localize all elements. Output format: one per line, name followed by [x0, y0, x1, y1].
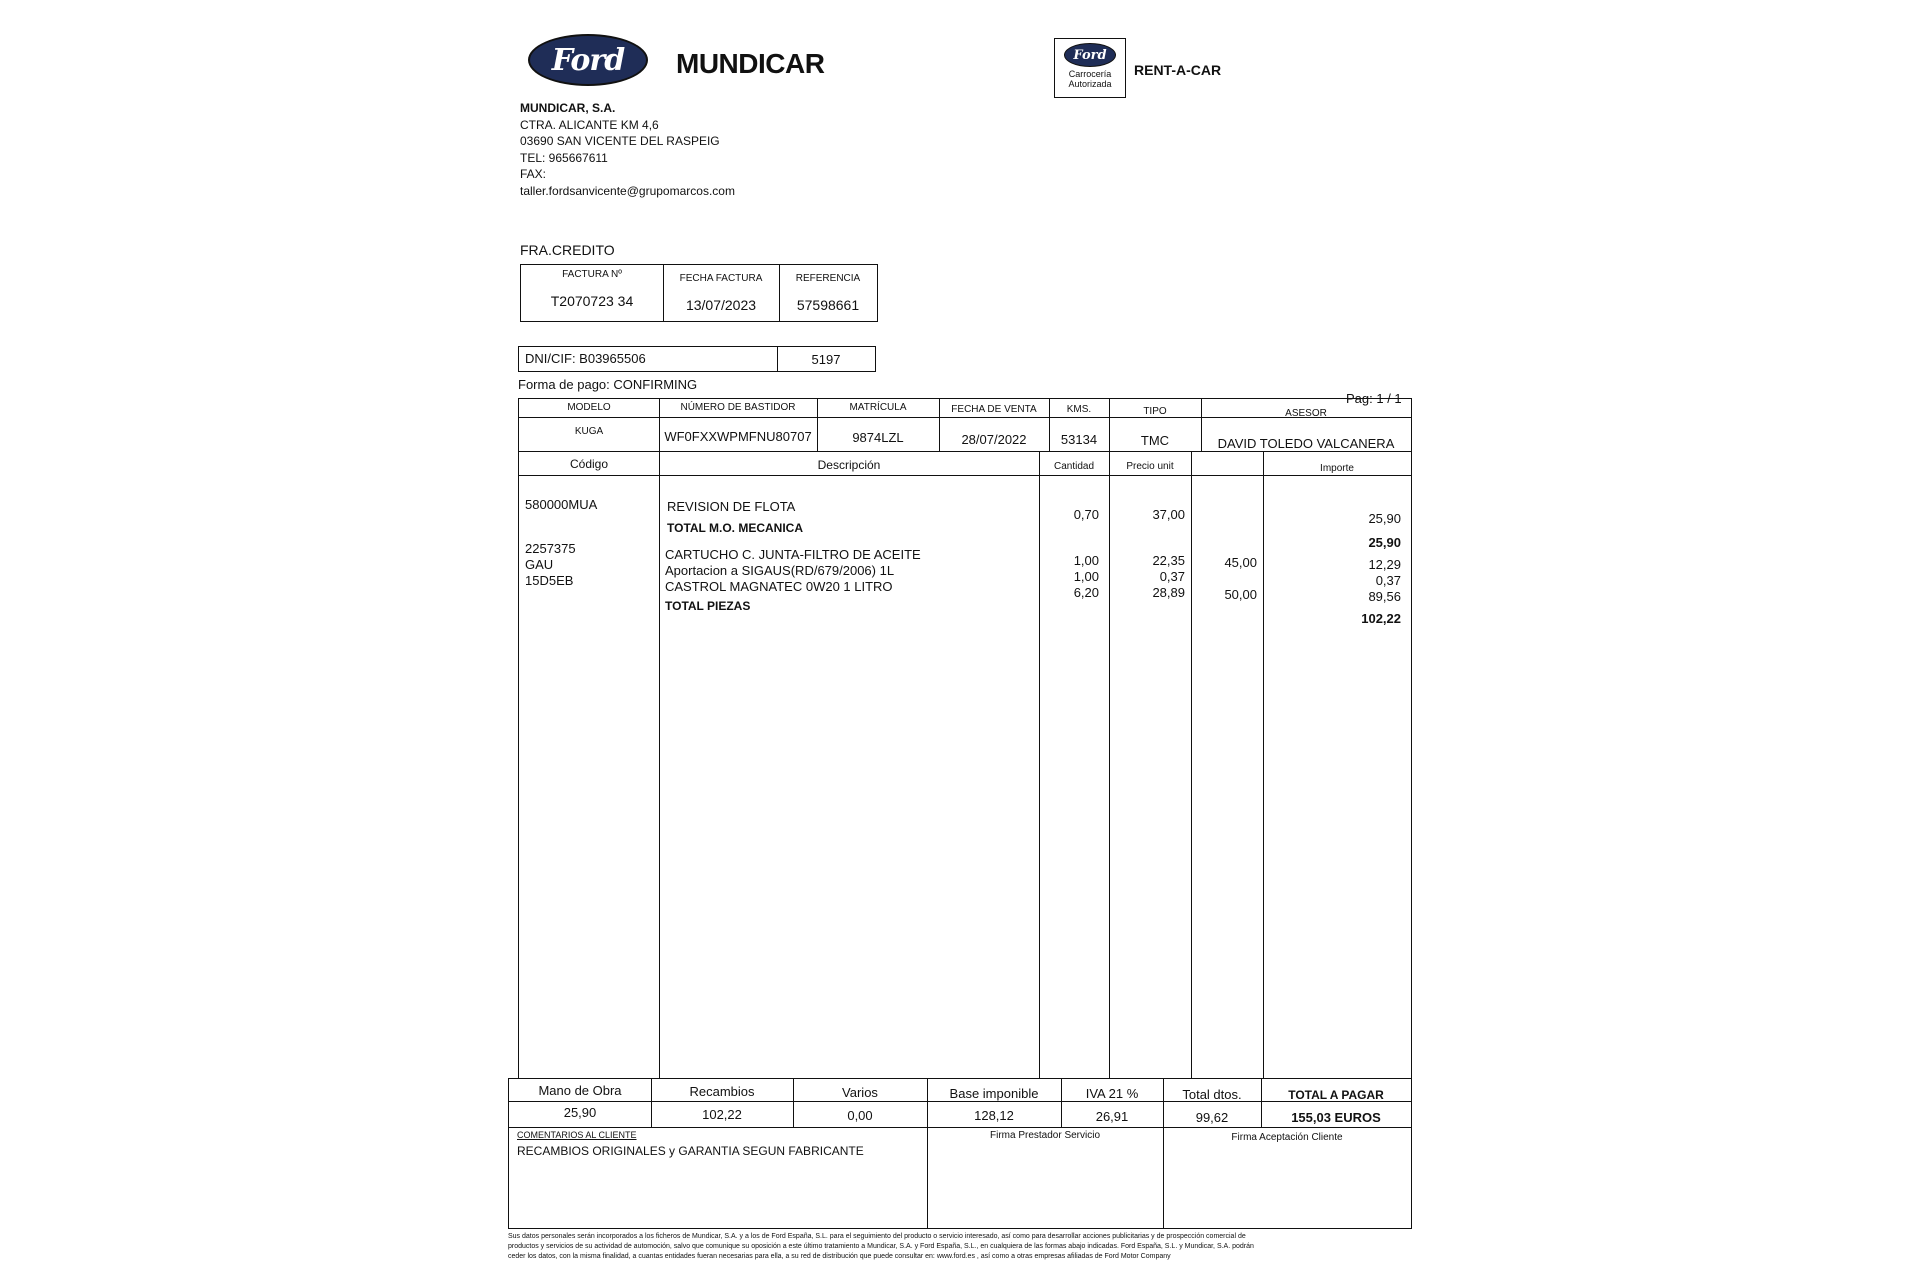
line-4-price: 28,89 — [1152, 585, 1185, 600]
model-label: MODELO — [567, 402, 611, 413]
ford-small-logo: Ford — [1064, 43, 1116, 67]
legal-notice — [508, 1232, 1412, 1262]
vin-value: WF0FXXWPMFNU80707 — [664, 429, 812, 444]
comments-signatures — [508, 1126, 1412, 1229]
labor-total-label: TOTAL M.O. MECANICA — [667, 521, 803, 535]
parts-total-label: TOTAL PIEZAS — [665, 599, 751, 613]
line-4-quantity: 6,20 — [1073, 585, 1099, 600]
payment-method: Forma de pago: CONFIRMING — [518, 377, 698, 392]
company-brand-name: MUNDICAR — [676, 48, 825, 79]
misc-value: 0,00 — [847, 1108, 873, 1123]
company-address — [520, 100, 735, 199]
line-2-quantity: 1,00 — [1073, 553, 1099, 568]
vin-label: NÚMERO DE BASTIDOR — [680, 402, 796, 413]
line-2-code: 2257375 — [525, 541, 576, 556]
total-discounts-value: 99,62 — [1195, 1110, 1229, 1125]
totals-table — [508, 1078, 1412, 1128]
line-3-amount: 0,37 — [1375, 573, 1401, 588]
line-2-discount: 45,00 — [1224, 555, 1257, 570]
line-2-description: CARTUCHO C. JUNTA-FILTRO DE ACEITE — [665, 547, 921, 562]
customer-code: 5197 — [811, 352, 841, 367]
line-2-price: 22,35 — [1152, 553, 1185, 568]
legal-line-1: Sus datos personales serán incorporados a los ficheros de Mundicar, S.A. y a los de Ford España, S.L. para el seguimiento del producto o servicio interesado, así como para desarrollar acciones publicitarias y de prospección comercial de — [508, 1233, 1246, 1240]
line-1-amount: 25,90 — [1368, 511, 1401, 526]
reference: 57598661 — [796, 297, 860, 313]
fax: FAX: — [520, 167, 547, 181]
tax-base-value: 128,12 — [974, 1108, 1014, 1123]
phone: TEL: 965667611 — [520, 150, 608, 165]
kms-label: KMS. — [1066, 404, 1092, 415]
line-3-code: GAU — [525, 557, 554, 572]
amount-column-header: Importe — [1320, 463, 1354, 474]
plate-label: MATRÍCULA — [849, 402, 907, 413]
items-table — [518, 398, 1412, 1096]
authorized-bodyshop-badge — [1054, 38, 1126, 98]
sale-date-value: 28/07/2022 — [961, 432, 1027, 447]
legal-line-2: productos y servicios de su actividad de automoción, salvo que comunique su oposición a este último tratamiento a Mundicar, S.A. y Ford España, S.L., en cualquiera de las formas abajo indicadas. Ford España, S.L. y Mundicar, S.A. podrán — [508, 1243, 1254, 1250]
email: taller.fordsanvicente@grupomarcos.com — [520, 183, 735, 198]
comments-title: COMENTARIOS AL CLIENTE — [517, 1130, 637, 1140]
sale-date-label: FECHA DE VENTA — [951, 404, 1037, 415]
line-4-description: CASTROL MAGNATEC 0W20 1 LITRO — [665, 579, 893, 594]
line-1-code: 580000MUA — [525, 497, 598, 512]
invoice-info-box — [520, 264, 878, 322]
tax-base-label: Base imponible — [949, 1086, 1039, 1101]
code-column-header: Código — [569, 457, 609, 471]
labor-label: Mano de Obra — [538, 1083, 622, 1098]
invoice-date: 13/07/2023 — [685, 297, 757, 313]
total-to-pay-value: 155,03 EUROS — [1291, 1110, 1381, 1125]
labor-total-amount: 25,90 — [1368, 535, 1401, 550]
labor-value: 25,90 — [563, 1105, 597, 1120]
parts-value: 102,22 — [702, 1107, 742, 1122]
invoice-type: FRA.CREDITO — [520, 242, 615, 258]
invoice-number-label: FACTURA Nº — [562, 269, 622, 280]
quantity-column-header: Cantidad — [1053, 461, 1095, 472]
invoice-number: T2070723 34 — [550, 293, 634, 309]
parts-total-amount: 102,22 — [1361, 611, 1401, 626]
customer-id-box — [518, 346, 876, 372]
line-4-discount: 50,00 — [1224, 587, 1257, 602]
total-to-pay-label: TOTAL A PAGAR — [1288, 1088, 1384, 1102]
unit-price-column-header: Precio unit — [1126, 461, 1174, 472]
page-number: Pag: 1 / 1 — [1346, 391, 1402, 406]
line-3-description: Aportacion a SIGAUS(RD/679/2006) 1L — [665, 563, 895, 578]
line-4-code: 15D5EB — [525, 573, 574, 588]
address-line-2: 03690 SAN VICENTE DEL RASPEIG — [520, 134, 720, 148]
line-4-amount: 89,56 — [1368, 589, 1401, 604]
vat-label: IVA 21 % — [1085, 1086, 1139, 1101]
line-1-description: REVISION DE FLOTA — [667, 499, 796, 514]
customer-tax-id: DNI/CIF: B03965506 — [525, 351, 646, 366]
description-column-header: Descripción — [817, 458, 881, 472]
invoice-date-label: FECHA FACTURA — [679, 273, 763, 284]
badge-line-2: Autorizada — [1068, 79, 1112, 89]
vat-value: 26,91 — [1095, 1109, 1129, 1124]
plate-value: 9874LZL — [852, 430, 904, 445]
advisor-label: ASESOR — [1285, 408, 1327, 419]
parts-label: Recambios — [689, 1084, 755, 1099]
total-discounts-label: Total dtos. — [1182, 1087, 1242, 1102]
comments-text: RECAMBIOS ORIGINALES y GARANTIA SEGUN FABRICANTE — [517, 1144, 864, 1158]
kms-value: 53134 — [1060, 432, 1098, 447]
company-legal-name: MUNDICAR, S.A. — [520, 101, 616, 115]
line-3-price: 0,37 — [1159, 569, 1185, 584]
misc-label: Varios — [842, 1085, 878, 1100]
line-1-quantity: 0,70 — [1073, 507, 1099, 522]
legal-line-3: ceder los datos, con la misma finalidad, a cuantas entidades fueran necesarias para ella, a su red de distribución que puede consultar en: www.ford.es , así como a otras empresas afiliadas de Ford Motor Company — [508, 1253, 1171, 1260]
reference-label: REFERENCIA — [795, 273, 861, 284]
type-value: TMC — [1140, 433, 1170, 448]
line-1-price: 37,00 — [1152, 507, 1185, 522]
address-line-1: CTRA. ALICANTE KM 4,6 — [520, 117, 659, 132]
model-value: KUGA — [574, 426, 604, 437]
rent-a-car-label: RENT-A-CAR — [1134, 62, 1222, 78]
client-signature-label: Firma Aceptación Cliente — [1231, 1132, 1343, 1143]
ford-logo: Ford — [528, 34, 648, 86]
advisor-value: DAVID TOLEDO VALCANERA — [1217, 436, 1395, 451]
line-3-quantity: 1,00 — [1073, 569, 1099, 584]
type-label: TIPO — [1143, 406, 1167, 417]
provider-signature-label: Firma Prestador Servicio — [989, 1130, 1101, 1141]
line-2-amount: 12,29 — [1368, 557, 1401, 572]
badge-line-1: Carrocería — [1068, 69, 1112, 79]
